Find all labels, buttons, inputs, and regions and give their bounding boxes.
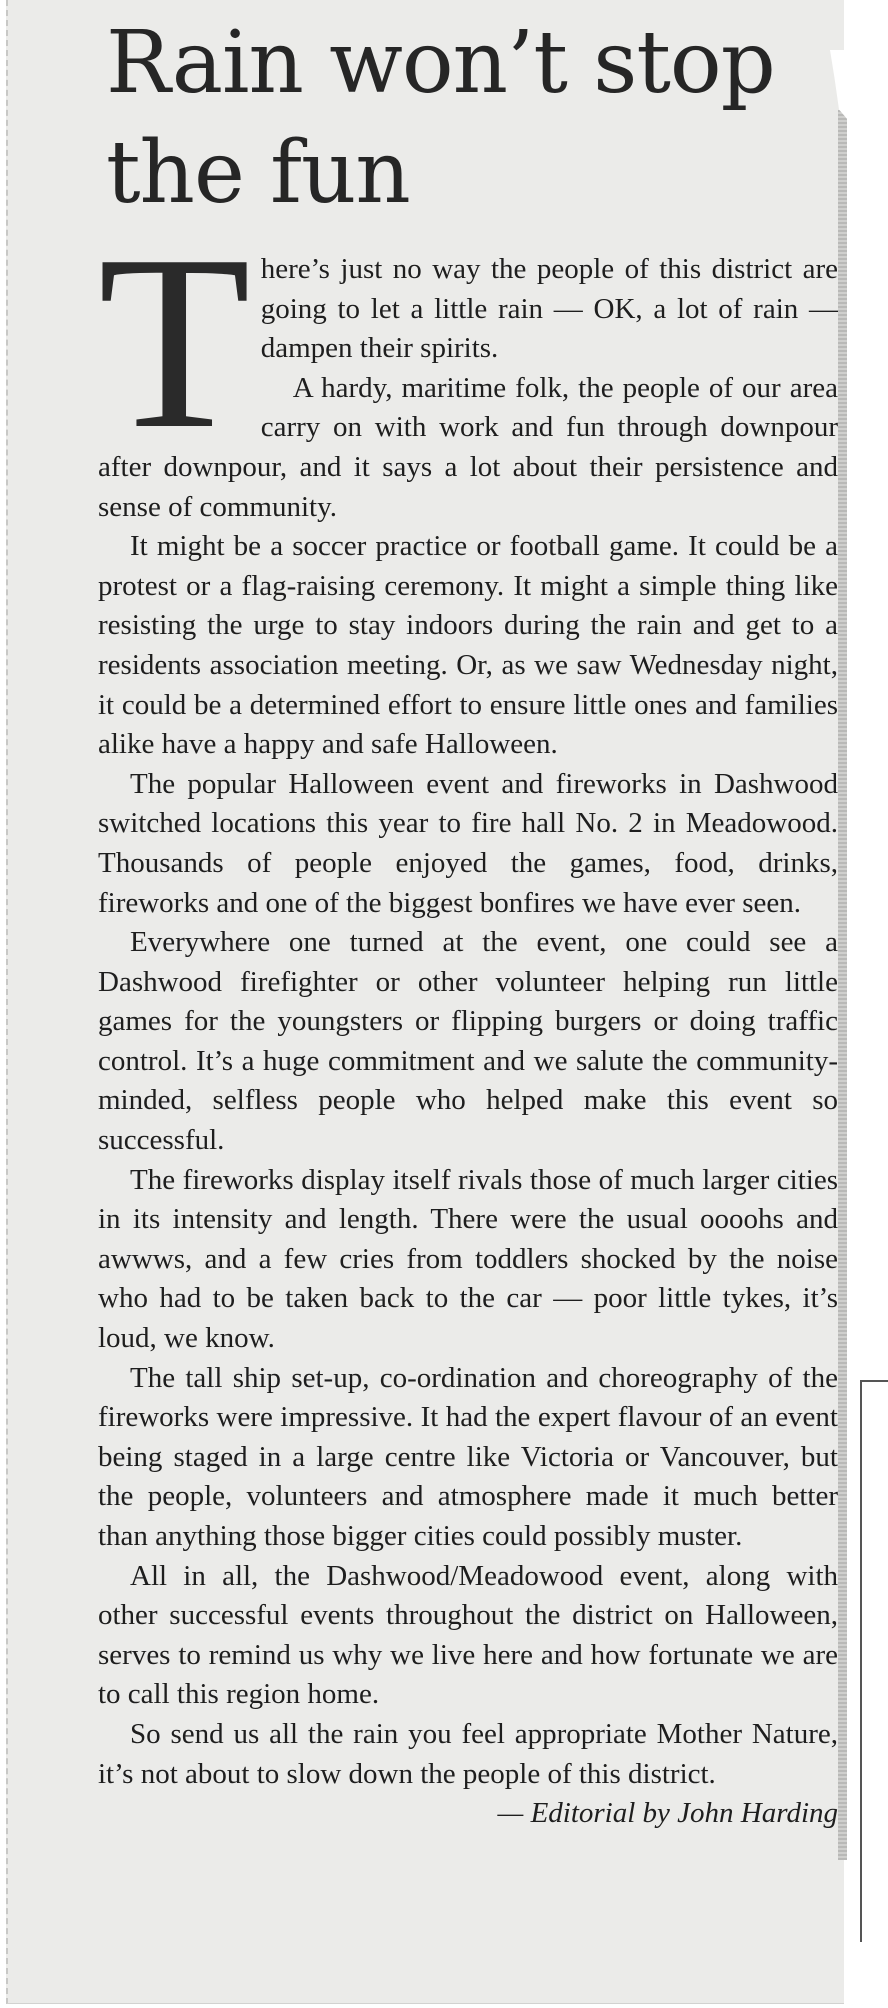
paragraph-4: The popular Halloween event and fireworks in Dashwood switched locations this year to fire hall No. 2 in Meadowood. Thousands of people enjoyed the games, food, drinks, fireworks and one of the biggest bonfires we have ever seen. <box>98 767 838 919</box>
paragraph-9 <box>98 1715 838 1830</box>
paragraph-1-text: here’s just no way the people of this district are going to let a little rain — OK, a lot of rain — dampen their spirits. <box>260 253 838 365</box>
article-body <box>98 204 838 1834</box>
paragraph-7: The tall ship set-up, co-ordination and choreography of the fireworks were impressive. It had the expert flavour of an event being staged in a large centre like Victoria or Vancouver, but the people, volunteers and atmosphere made it much better than anything those bigger cities could possibly muster. <box>98 1361 838 1552</box>
adjacent-ad-border <box>860 1380 888 1942</box>
paragraph-5: Everywhere one turned at the event, one could see a Dashwood firefighter or other volunteer helping run little games for the youngsters or flipping burgers or doing traffic control. It’s a huge commitment and we salute the community-minded, selfless people who helped make this event so successful. <box>98 926 838 1157</box>
headline: Rain won’t stop the fun <box>106 13 775 223</box>
adjacent-column-rule <box>838 110 847 1860</box>
byline: — Editorial by John Harding <box>497 1797 838 1830</box>
paragraph-8: All in all, the Dashwood/Meadowood event, along with other successful events throughout the district on Halloween, serves to remind us why we live here and how fortunate we are to call this region home. <box>98 1559 838 1711</box>
paragraph-2: A hardy, maritime folk, the people of our area carry on with work and fun through downpour after downpour, and it says a lot about their persistence and sense of community. <box>98 371 838 523</box>
paragraph-9-text: So send us all the rain you feel appropriate Mother Nature, it’s not about to slow down the people of this district. <box>98 1717 838 1790</box>
paragraph-6: The fireworks display itself rivals those of much larger cities in its intensity and length. There were the usual oooohs and awwws, and a few cries from toddlers shocked by the noise who had to be taken back to the car — poor little tykes, it’s loud, we know. <box>98 1163 838 1355</box>
newspaper-clipping <box>6 0 844 2004</box>
paragraph-3: It might be a soccer practice or football game. It could be a protest or a flag-raising ceremony. It might a simple thing like resisting the urge to stay indoors during the rain and get to a residents association meeting. Or, as we saw Wednesday night, it could be a determined effort to ensure little ones and families alike have a happy and safe Halloween. <box>98 530 838 761</box>
drop-cap: T <box>98 204 251 481</box>
